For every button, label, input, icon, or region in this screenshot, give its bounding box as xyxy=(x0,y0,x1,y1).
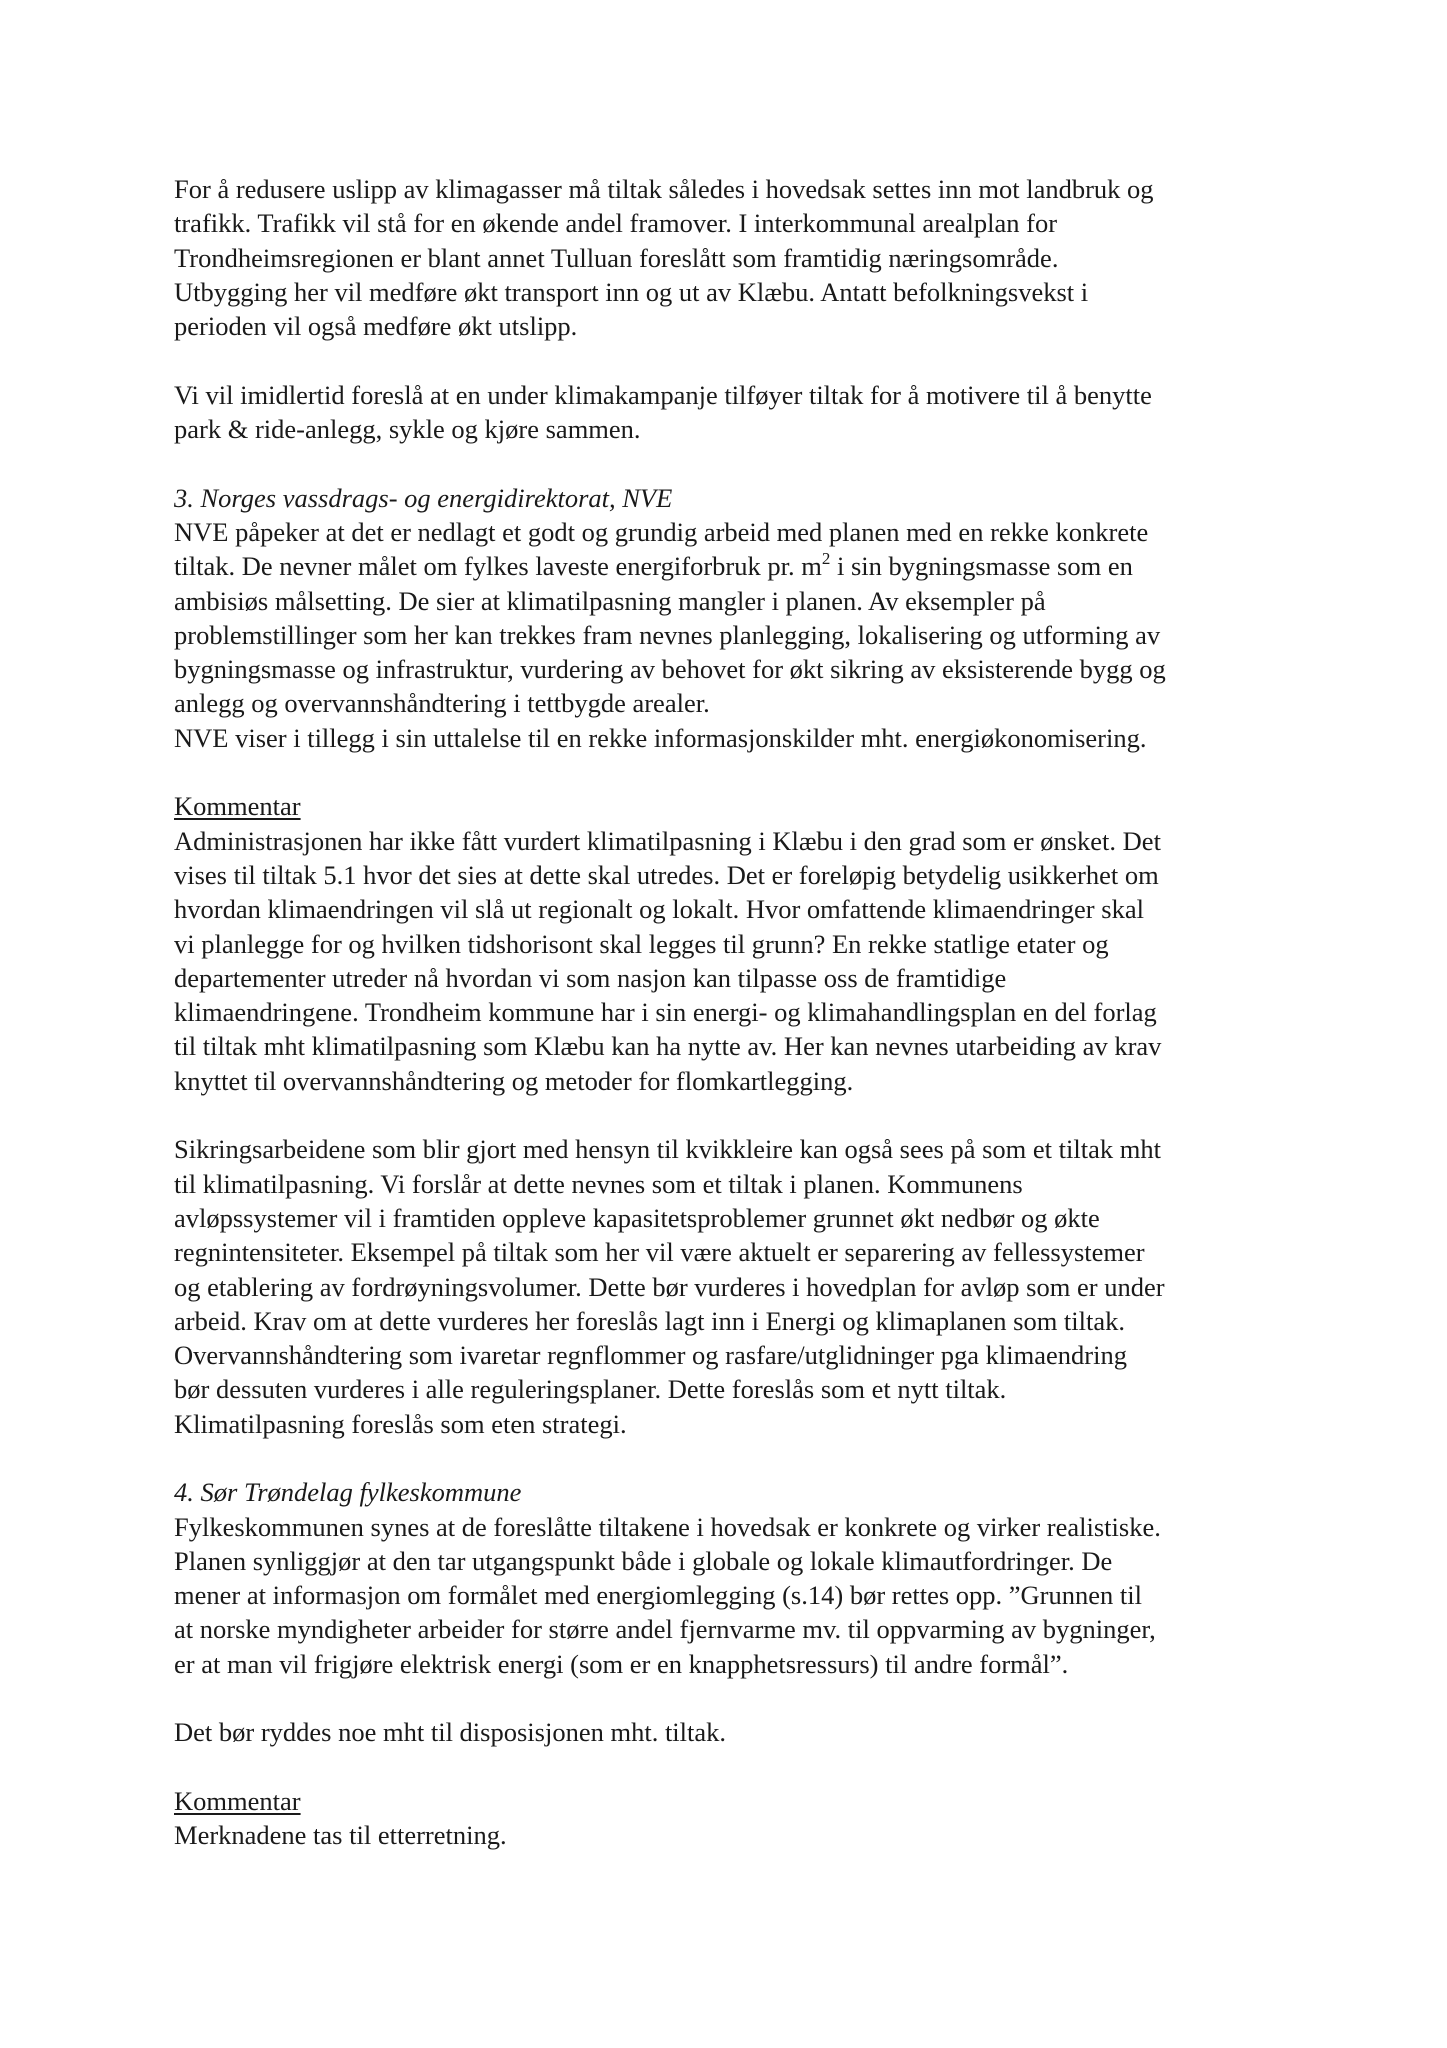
text-line: problemstillinger som her kan trekkes fram nevnes planlegging, lokalisering og utforming av xyxy=(174,619,1161,650)
section-heading-fylkeskommune: 4. Sør Trøndelag fylkeskommune xyxy=(174,1477,522,1508)
comment-label: Kommentar xyxy=(174,1785,301,1816)
text-line: perioden vil også medføre økt utslipp. xyxy=(174,311,578,342)
text-line: Administrasjonen har ikke fått vurdert klimatilpasning i Klæbu i den grad som er ønsket. Det xyxy=(174,825,1161,856)
comment-label: Kommentar xyxy=(174,791,301,822)
text-line: Overvannshåndtering som ivaretar regnflommer og rasfare/utglidninger pga klimaendring xyxy=(174,1340,1127,1371)
text-line: til tiltak mht klimatilpasning som Klæbu kan ha nytte av. Her kan nevnes utarbeiding av krav xyxy=(174,1031,1162,1062)
section-fylkeskommune xyxy=(174,1475,1284,1681)
text-line: arbeid. Krav om at dette vurderes her foreslås lagt inn i Energi og klimaplanen som tiltak. xyxy=(174,1305,1126,1336)
text-line: park & ride-anlegg, sykle og kjøre sammen. xyxy=(174,414,641,445)
text-line: NVE viser i tillegg i sin uttalelse til en rekke informasjonskilder mht. energiøkonomisering. xyxy=(174,722,1147,753)
text-line: bør dessuten vurderes i alle reguleringsplaner. Dette foreslås som et nytt tiltak. xyxy=(174,1374,1007,1405)
text-line: anlegg og overvannshåndtering i tettbygde arealer. xyxy=(174,688,710,719)
text-line: Vi vil imidlertid foreslå at en under klimakampanje tilføyer tiltak for å motivere til å benytte xyxy=(174,379,1152,410)
paragraph-rydd xyxy=(174,1715,1284,1749)
text-line: NVE påpeker at det er nedlagt et godt og grundig arbeid med planen med en rekke konkrete xyxy=(174,516,1149,547)
text-line: Klimatilpasning foreslås som eten strategi. xyxy=(174,1408,627,1439)
text-line: trafikk. Trafikk vil stå for en økende andel framover. I interkommunal arealplan for xyxy=(174,208,1058,239)
text-line: knyttet til overvannshåndtering og metoder for flomkartlegging. xyxy=(174,1065,854,1096)
text-line: ambisiøs målsetting. De sier at klimatilpasning mangler i planen. Av eksempler på xyxy=(174,585,1046,616)
text-line: departementer utreder nå hvordan vi som nasjon kan tilpasse oss de framtidige xyxy=(174,962,1007,993)
text-line-with-superscript xyxy=(174,549,1284,583)
paragraph-emissions xyxy=(174,172,1284,343)
text-line: Fylkeskommunen synes at de foreslåtte tiltakene i hovedsak er konkrete og virker realistiske. xyxy=(174,1511,1161,1542)
text-line: avløpssystemer vil i framtiden oppleve kapasitetsproblemer grunnet økt nedbør og økte xyxy=(174,1202,1100,1233)
document-page xyxy=(174,172,1284,1853)
text-line: Det bør ryddes noe mht til disposisjonen mht. tiltak. xyxy=(174,1717,727,1748)
text-line: vises til tiltak 5.1 hvor det sies at dette skal utredes. Det er foreløpig betydelig usikkerhet om xyxy=(174,859,1159,890)
text-line: bygningsmasse og infrastruktur, vurdering av behovet for økt sikring av eksisterende bygg og xyxy=(174,654,1166,685)
text-line: mener at informasjon om formålet med energiomlegging (s.14) bør rettes opp. ”Grunnen til xyxy=(174,1580,1142,1611)
text-line: Merknadene tas til etterretning. xyxy=(174,1820,507,1851)
section-nve xyxy=(174,481,1284,755)
superscript: 2 xyxy=(821,549,831,569)
text-line: Trondheimsregionen er blant annet Tulluan foreslått som framtidig næringsområde. xyxy=(174,242,1059,273)
text-line: vi planlegge for og hvilken tidshorisont skal legges til grunn? En rekke statlige etater og xyxy=(174,928,1109,959)
text-line: og etablering av fordrøyningsvolumer. Dette bør vurderes i hovedplan for avløp som er under xyxy=(174,1271,1165,1302)
text-line: Planen synliggjør at den tar utgangspunkt både i globale og lokale klimautfordringer. De xyxy=(174,1545,1113,1576)
section-heading-nve: 3. Norges vassdrags- og energidirektorat, NVE xyxy=(174,482,673,513)
text-line: regnintensiteter. Eksempel på tiltak som her vil være aktuelt er separering av fellessystemer xyxy=(174,1237,1145,1268)
text-line: til klimatilpasning. Vi forslår at dette nevnes som et tiltak i planen. Kommunens xyxy=(174,1168,1023,1199)
text-line: er at man vil frigjøre elektrisk energi (som er en knapphetsressurs) til andre formål”. xyxy=(174,1648,1069,1679)
text-segment: i sin bygningsmasse som en xyxy=(830,551,1133,582)
text-line: For å redusere uslipp av klimagasser må tiltak således i hovedsak settes inn mot landbruk og xyxy=(174,174,1154,204)
text-line: klimaendringene. Trondheim kommune har i sin energi- og klimahandlingsplan en del forlag xyxy=(174,997,1157,1028)
comment-nve xyxy=(174,789,1284,1098)
comment-fylkeskommune xyxy=(174,1784,1284,1853)
text-line: hvordan klimaendringen vil slå ut regionalt og lokalt. Hvor omfattende klimaendringer skal xyxy=(174,894,1144,925)
text-line: at norske myndigheter arbeider for større andel fjernvarme mv. til oppvarming av bygninger, xyxy=(174,1614,1156,1645)
paragraph-sikring xyxy=(174,1132,1284,1441)
paragraph-park-ride xyxy=(174,378,1284,447)
text-line: Utbygging her vil medføre økt transport inn og ut av Klæbu. Antatt befolkningsvekst i xyxy=(174,276,1089,307)
text-line: Sikringsarbeidene som blir gjort med hensyn til kvikkleire kan også sees på som et tiltak mht xyxy=(174,1134,1161,1165)
text-segment: tiltak. De nevner målet om fylkes laveste energiforbruk pr. m xyxy=(174,551,822,582)
